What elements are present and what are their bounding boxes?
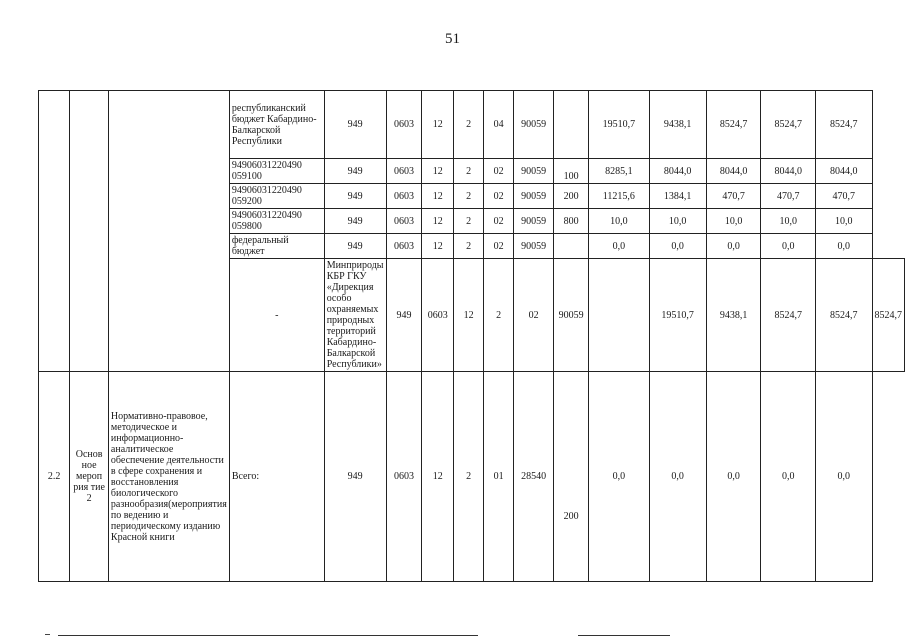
cell-event: 04 — [484, 91, 514, 159]
cell-value-4: 8044,0 — [761, 159, 816, 184]
footer-dash — [45, 634, 50, 635]
cell-value-2: 1384,1 — [649, 184, 706, 209]
cell-name: Нормативно-правовое, методическое и информационно-аналитическое обеспечение деятельности в сфере сохранения и восстановления биологического разнообразия(мероприятия по ведению и периодическому изданию Красной книги — [108, 372, 229, 582]
cell-direction: 90059 — [514, 91, 554, 159]
cell-event: 02 — [484, 159, 514, 184]
cell-subprogram: 2 — [454, 209, 484, 234]
cell-value-3: 8524,7 — [761, 259, 816, 372]
cell-vr — [589, 259, 649, 372]
cell-direction: 90059 — [514, 159, 554, 184]
cell-value-4: 8524,7 — [761, 91, 816, 159]
cell-vr — [554, 91, 589, 159]
cell-vr: 200 — [554, 372, 589, 582]
cell-name — [108, 91, 229, 372]
cell-grbs: 949 — [324, 372, 386, 582]
cell-program: 12 — [454, 259, 484, 372]
cell-value-2: 10,0 — [649, 209, 706, 234]
cell-num: 2.2 — [39, 372, 70, 582]
cell-value-4: 10,0 — [761, 209, 816, 234]
cell-subprogram: 2 — [454, 159, 484, 184]
cell-code: 94906031220490 059800 — [229, 209, 324, 234]
cell-subprogram: 2 — [454, 372, 484, 582]
cell-value-3: 0,0 — [706, 234, 761, 259]
footer-rule-right — [578, 635, 670, 636]
cell-code: 94906031220490 059100 — [229, 159, 324, 184]
cell-subprogram: 2 — [454, 234, 484, 259]
cell-rzpr: 0603 — [386, 372, 422, 582]
cell-grbs: 949 — [324, 234, 386, 259]
cell-rzpr: 0603 — [386, 184, 422, 209]
cell-value-1: 19510,7 — [589, 91, 649, 159]
cell-grbs: 949 — [324, 159, 386, 184]
cell-value-4: 0,0 — [761, 372, 816, 582]
cell-vr — [554, 234, 589, 259]
cell-value-1: 0,0 — [589, 372, 649, 582]
cell-program: 12 — [422, 184, 454, 209]
cell-grbs: 949 — [324, 91, 386, 159]
cell-value-2: 9438,1 — [649, 91, 706, 159]
cell-value-1: 19510,7 — [649, 259, 706, 372]
cell-rzpr: 0603 — [386, 209, 422, 234]
cell-direction: 90059 — [514, 234, 554, 259]
cell-value-2: 9438,1 — [706, 259, 761, 372]
cell-event: 01 — [484, 372, 514, 582]
cell-type: Основ ное мероп рия тие 2 — [70, 372, 109, 582]
cell-direction: 28540 — [514, 372, 554, 582]
cell-value-5: 8524,7 — [816, 91, 872, 159]
cell-type — [70, 91, 109, 372]
cell-code: 94906031220490 059200 — [229, 184, 324, 209]
cell-value-4: 470,7 — [761, 184, 816, 209]
cell-rzpr: 0603 — [422, 259, 454, 372]
cell-subprogram: 2 — [454, 91, 484, 159]
cell-value-3: 8044,0 — [706, 159, 761, 184]
cell-value-3: 0,0 — [706, 372, 761, 582]
table-row — [39, 372, 905, 582]
cell-direction: 90059 — [554, 259, 589, 372]
cell-code: Всего: — [229, 372, 324, 582]
cell-value-5: 0,0 — [816, 234, 872, 259]
cell-value-4: 8524,7 — [816, 259, 872, 372]
cell-value-5: 10,0 — [816, 209, 872, 234]
cell-value-5: 8524,7 — [872, 259, 905, 372]
cell-event: 02 — [484, 209, 514, 234]
cell-desc: республиканский бюджет Кабардино-Балкарской Республики — [229, 91, 324, 159]
cell-code: - — [229, 259, 324, 372]
cell-program: 12 — [422, 91, 454, 159]
cell-value-5: 0,0 — [816, 372, 872, 582]
cell-value-1: 11215,6 — [589, 184, 649, 209]
cell-subprogram: 2 — [484, 259, 514, 372]
cell-grbs: 949 — [324, 209, 386, 234]
cell-value-2: 0,0 — [649, 372, 706, 582]
cell-value-2: 0,0 — [649, 234, 706, 259]
cell-event: 02 — [484, 184, 514, 209]
cell-value-5: 470,7 — [816, 184, 872, 209]
cell-program: 12 — [422, 372, 454, 582]
page-number: 51 — [445, 31, 460, 47]
cell-value-2: 8044,0 — [649, 159, 706, 184]
table-row — [39, 91, 905, 159]
cell-value-3: 470,7 — [706, 184, 761, 209]
cell-program: 12 — [422, 234, 454, 259]
cell-rzpr: 0603 — [386, 159, 422, 184]
budget-table — [38, 90, 905, 582]
footer-rule-left — [58, 635, 478, 636]
cell-event: 02 — [514, 259, 554, 372]
cell-vr: 200 — [554, 184, 589, 209]
cell-value-3: 8524,7 — [706, 91, 761, 159]
cell-vr: 800 — [554, 209, 589, 234]
cell-vr: 100 — [554, 159, 589, 184]
cell-rzpr: 0603 — [386, 234, 422, 259]
cell-value-4: 0,0 — [761, 234, 816, 259]
cell-event: 02 — [484, 234, 514, 259]
cell-value-3: 10,0 — [706, 209, 761, 234]
cell-direction: 90059 — [514, 209, 554, 234]
cell-value-5: 8044,0 — [816, 159, 872, 184]
cell-subprogram: 2 — [454, 184, 484, 209]
cell-value-1: 10,0 — [589, 209, 649, 234]
cell-value-1: 8285,1 — [589, 159, 649, 184]
cell-program: 12 — [422, 159, 454, 184]
cell-grbs: 949 — [386, 259, 422, 372]
cell-desc: федеральный бюджет — [229, 234, 324, 259]
cell-direction: 90059 — [514, 184, 554, 209]
cell-program: 12 — [422, 209, 454, 234]
cell-num — [39, 91, 70, 372]
cell-desc: Минприроды КБР ГКУ «Дирекция особо охраняемых природных территорий Кабардино-Балкарской Республики» — [324, 259, 386, 372]
cell-rzpr: 0603 — [386, 91, 422, 159]
cell-value-1: 0,0 — [589, 234, 649, 259]
cell-grbs: 949 — [324, 184, 386, 209]
